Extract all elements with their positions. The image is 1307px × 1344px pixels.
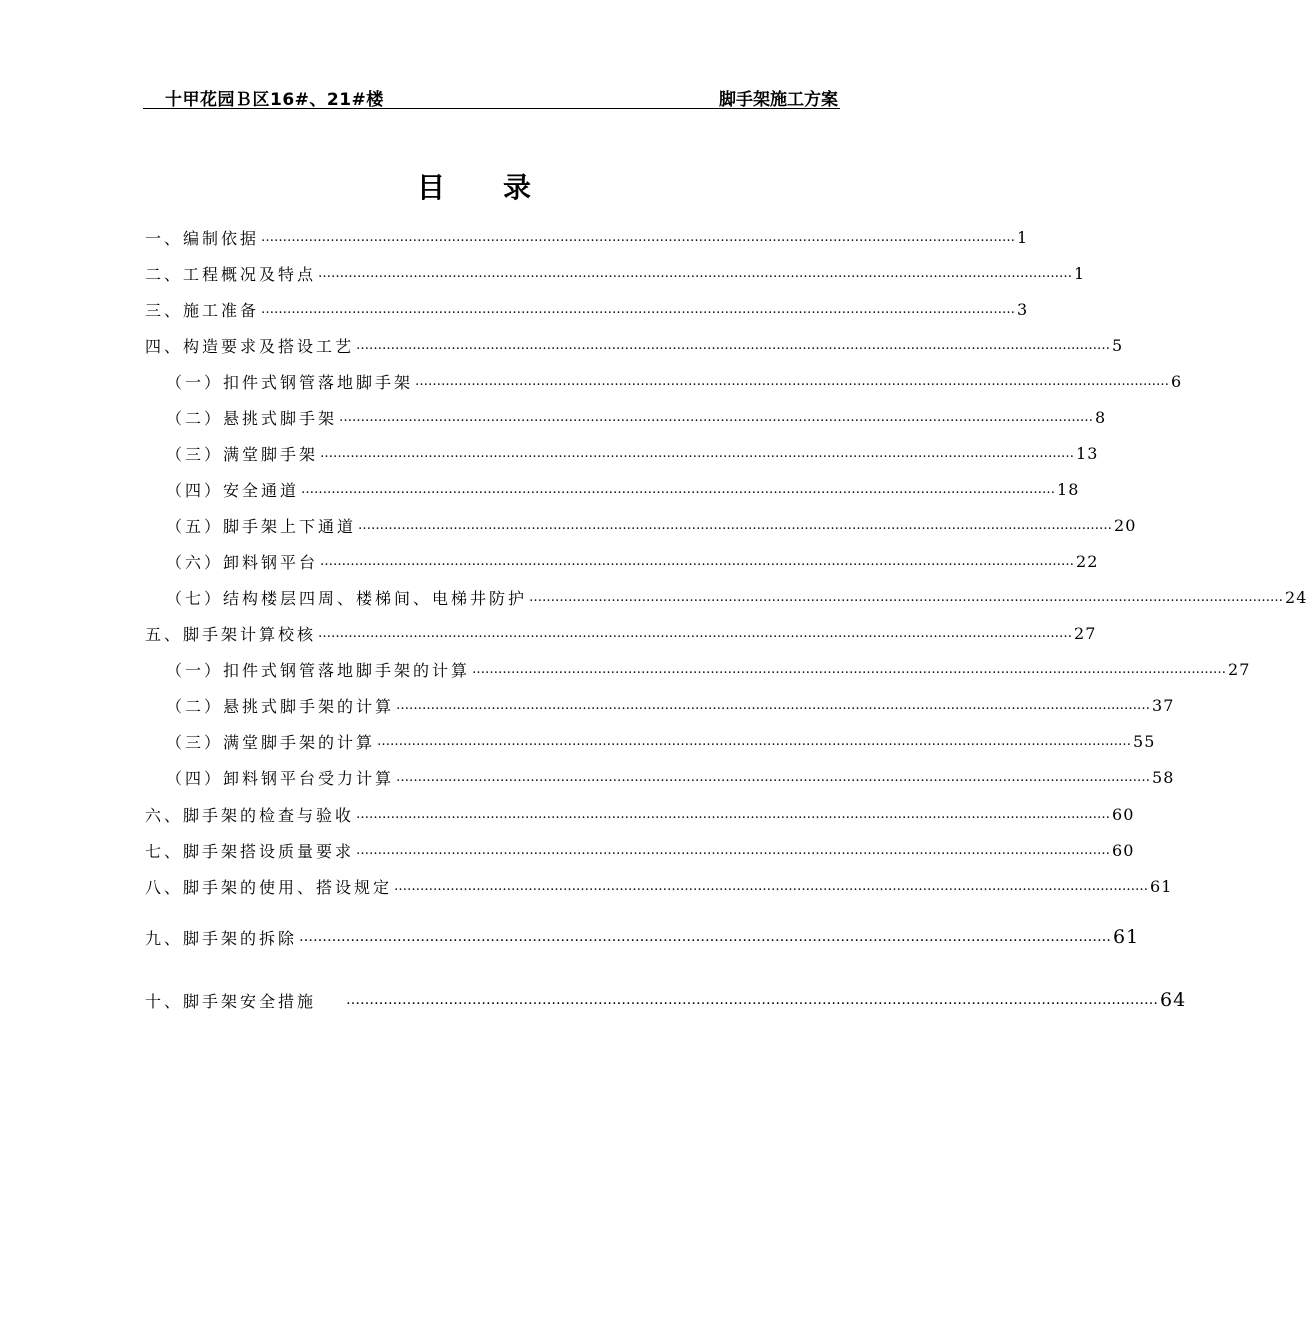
toc-entry-page: 13 xyxy=(1076,443,1099,463)
toc-entry-label: 五、脚手架计算校核 xyxy=(145,624,317,644)
toc-entry-label: （六）卸料钢平台 xyxy=(166,552,319,572)
toc-entry-page: 58 xyxy=(1152,767,1175,787)
toc-leader-dots: ………………………………………………………………………………………………………………………………………………………… xyxy=(346,992,1159,1008)
toc-entry-page: 24 xyxy=(1285,587,1307,607)
toc-entry-page: 3 xyxy=(1017,299,1029,319)
toc-entry-label: （二）悬挑式脚手架的计算 xyxy=(166,696,395,716)
toc-entry[interactable] xyxy=(166,657,1251,681)
toc-leader-dots: ………………………………………………………………………………………………………………………………………………………… xyxy=(339,409,1094,425)
toc-entry-label: 七、脚手架搭设质量要求 xyxy=(145,841,355,861)
toc-entry[interactable] xyxy=(145,988,1187,1012)
toc-entry-label: （四）安全通道 xyxy=(166,480,300,500)
toc-entry-label: 四、构造要求及搭设工艺 xyxy=(145,336,355,356)
toc-entry[interactable] xyxy=(166,441,1099,465)
toc-entry[interactable] xyxy=(166,405,1107,429)
toc-entry-page: 60 xyxy=(1112,840,1135,860)
toc-entry-label: 八、脚手架的使用、搭设规定 xyxy=(145,877,393,897)
toc-entry-page: 1 xyxy=(1017,227,1029,247)
toc-leader-dots: ………………………………………………………………………………………………………………………………………………………… xyxy=(318,265,1073,281)
toc-entry[interactable] xyxy=(166,765,1175,789)
toc-entry[interactable] xyxy=(145,261,1086,285)
toc-entry-label: （一）扣件式钢管落地脚手架 xyxy=(166,372,414,392)
toc-leader-dots: ………………………………………………………………………………………………………………………………………………………… xyxy=(261,229,1016,245)
toc-entry[interactable] xyxy=(166,513,1137,537)
toc-leader-dots: ………………………………………………………………………………………………………………………………………………………… xyxy=(318,625,1073,641)
toc-entry[interactable] xyxy=(166,585,1307,609)
toc-leader-dots: ………………………………………………………………………………………………………………………………………………………… xyxy=(472,661,1227,677)
toc-leader-dots: ………………………………………………………………………………………………………………………………………………………… xyxy=(394,878,1149,894)
toc-leader-dots: ………………………………………………………………………………………………………………………………………………………… xyxy=(320,553,1075,569)
toc-entry-label: （三）满堂脚手架 xyxy=(166,444,319,464)
toc-entry[interactable] xyxy=(145,925,1140,949)
toc-leader-dots: ………………………………………………………………………………………………………………………………………………………… xyxy=(529,589,1284,605)
toc-entry-page: 22 xyxy=(1076,551,1099,571)
toc-entry-page: 5 xyxy=(1112,335,1124,355)
toc-leader-dots: ………………………………………………………………………………………………………………………………………………………… xyxy=(415,373,1170,389)
toc-entry-page: 20 xyxy=(1114,515,1137,535)
toc-entry-label: （四）卸料钢平台受力计算 xyxy=(166,768,395,788)
toc-entry-label: 九、脚手架的拆除 xyxy=(145,928,298,948)
toc-entry-page: 61 xyxy=(1150,876,1173,896)
toc-title-char-1: 目 xyxy=(416,171,447,204)
toc-entry-label: 六、脚手架的检查与验收 xyxy=(145,805,355,825)
toc-leader-dots: ………………………………………………………………………………………………………………………………………………………… xyxy=(301,481,1056,497)
toc-entry[interactable] xyxy=(166,369,1183,393)
toc-leader-dots: ………………………………………………………………………………………………………………………………………………………… xyxy=(356,842,1111,858)
toc-leader-dots: ………………………………………………………………………………………………………………………………………………………… xyxy=(396,769,1151,785)
toc-entry-page: 60 xyxy=(1112,804,1135,824)
toc-entry-page: 6 xyxy=(1171,371,1183,391)
toc-entry-page: 37 xyxy=(1152,695,1175,715)
toc-leader-dots: ………………………………………………………………………………………………………………………………………………………… xyxy=(377,733,1132,749)
toc-entry-page: 1 xyxy=(1074,263,1086,283)
toc-entry[interactable] xyxy=(166,549,1099,573)
toc-entry-page: 18 xyxy=(1057,479,1080,499)
toc-entry[interactable] xyxy=(145,838,1135,862)
header-document-title: 脚手架施工方案 xyxy=(719,90,838,110)
toc-entry[interactable] xyxy=(145,225,1029,249)
toc-entry-label: （二）悬挑式脚手架 xyxy=(166,408,338,428)
toc-entry-label: （一）扣件式钢管落地脚手架的计算 xyxy=(166,660,471,680)
toc-entry-label: （五）脚手架上下通道 xyxy=(166,516,357,536)
toc-entry-label: 十、脚手架安全措施 xyxy=(145,991,317,1011)
toc-entry[interactable] xyxy=(166,477,1080,501)
toc-leader-dots: ………………………………………………………………………………………………………………………………………………………… xyxy=(320,445,1075,461)
toc-entry-page: 64 xyxy=(1160,989,1187,1011)
toc-leader-dots: ………………………………………………………………………………………………………………………………………………………… xyxy=(261,301,1016,317)
toc-entry-label: （三）满堂脚手架的计算 xyxy=(166,732,376,752)
toc-entry[interactable] xyxy=(166,693,1175,717)
toc-title-char-2: 录 xyxy=(503,171,534,204)
toc-entry[interactable] xyxy=(145,802,1135,826)
toc-entry[interactable] xyxy=(145,621,1097,645)
toc-entry[interactable] xyxy=(166,729,1156,753)
toc-leader-dots: ………………………………………………………………………………………………………………………………………………………… xyxy=(396,697,1151,713)
toc-leader-dots: ………………………………………………………………………………………………………………………………………………………… xyxy=(358,517,1113,533)
toc-entry[interactable] xyxy=(145,874,1173,898)
toc-entry-page: 27 xyxy=(1074,623,1097,643)
toc-entry-label: 二、工程概况及特点 xyxy=(145,264,317,284)
toc-entry[interactable] xyxy=(145,297,1029,321)
toc-entry-label: 三、施工准备 xyxy=(145,300,260,320)
toc-entry-label: （七）结构楼层四周、楼梯间、电梯井防护 xyxy=(166,588,528,608)
toc-entry-page: 27 xyxy=(1228,659,1251,679)
toc-leader-dots: ………………………………………………………………………………………………………………………………………………………… xyxy=(356,337,1111,353)
header-project-name: 十甲花园Ｂ区16#、21#楼 xyxy=(165,90,384,110)
toc-leader-dots: ………………………………………………………………………………………………………………………………………………………… xyxy=(356,806,1111,822)
toc-entry-label: 一、编制依据 xyxy=(145,228,260,248)
toc-entry-page: 55 xyxy=(1133,731,1156,751)
toc-entry-page: 61 xyxy=(1113,926,1140,948)
toc-leader-dots: ………………………………………………………………………………………………………………………………………………………… xyxy=(299,929,1112,945)
toc-entry[interactable] xyxy=(145,333,1124,357)
toc-entry-page: 8 xyxy=(1095,407,1107,427)
